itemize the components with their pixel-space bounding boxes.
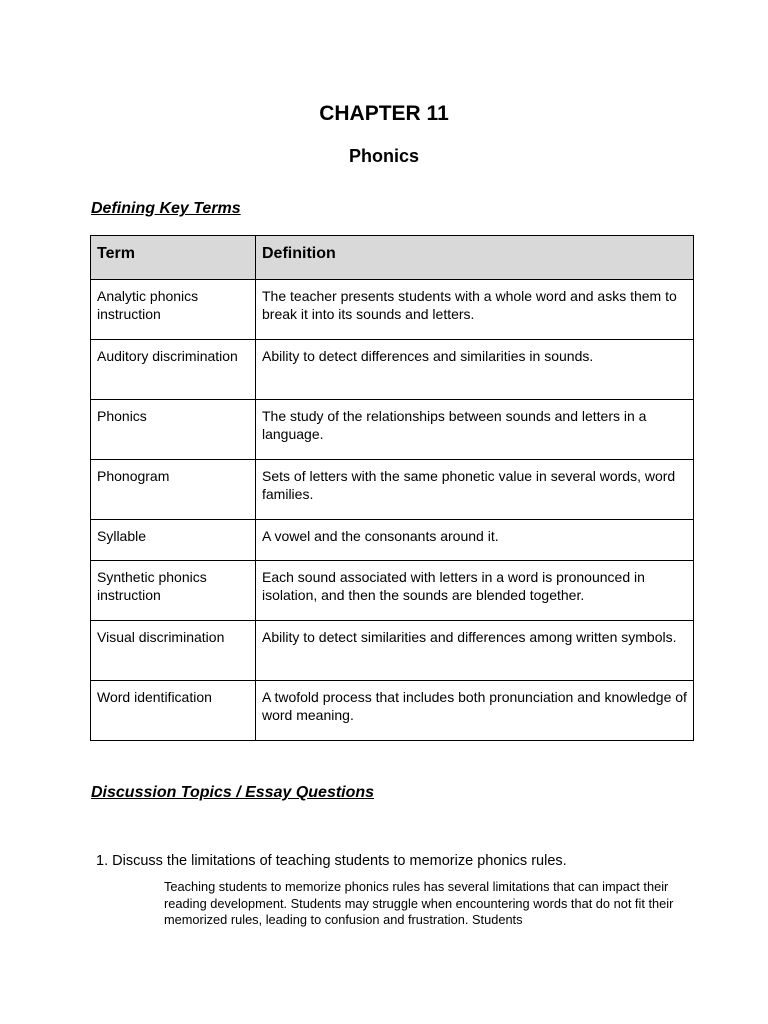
table-header-row	[91, 236, 694, 280]
definition-cell: Ability to detect similarities and differences among written symbols.	[256, 621, 694, 681]
table-row	[91, 340, 694, 400]
table-row	[91, 681, 694, 741]
column-header-term: Term	[91, 236, 256, 280]
term-cell: Syllable	[91, 520, 256, 561]
definition-cell: The study of the relationships between sounds and letters in a language.	[256, 400, 694, 460]
discussion-question	[96, 852, 567, 870]
discussion-heading: Discussion Topics / Essay Questions	[91, 784, 375, 801]
key-terms-heading: Defining Key Terms	[91, 200, 241, 217]
table-row	[91, 280, 694, 340]
question-text: Discuss the limitations of teaching students to memorize phonics rules.	[112, 853, 567, 869]
term-cell: Synthetic phonics instruction	[91, 561, 256, 621]
chapter-subtitle: Phonics	[348, 146, 419, 166]
table-row	[91, 520, 694, 561]
term-cell: Phonics	[91, 400, 256, 460]
question-answer: Teaching students to memorize phonics rules has several limitations that can impact their reading development. Students may struggle when encountering words that do not fit their memorized rules, leading to confusion and frustration. Students	[164, 879, 674, 927]
definition-cell: A twofold process that includes both pronunciation and knowledge of word meaning.	[256, 681, 694, 741]
definition-cell: A vowel and the consonants around it.	[256, 520, 694, 561]
column-header-definition: Definition	[256, 236, 694, 280]
term-cell: Auditory discrimination	[91, 340, 256, 400]
table-row	[91, 561, 694, 621]
key-terms-table	[90, 235, 694, 741]
table-row	[91, 460, 694, 520]
definition-cell: Ability to detect differences and similarities in sounds.	[256, 340, 694, 400]
definition-cell: Each sound associated with letters in a word is pronounced in isolation, and then the sounds are blended together.	[256, 561, 694, 621]
table-row	[91, 400, 694, 460]
definition-cell: The teacher presents students with a whole word and asks them to break it into its sounds and letters.	[256, 280, 694, 340]
term-cell: Analytic phonics instruction	[91, 280, 256, 340]
term-cell: Phonogram	[91, 460, 256, 520]
term-cell: Visual discrimination	[91, 621, 256, 681]
chapter-title: CHAPTER 11	[319, 102, 449, 125]
term-cell: Word identification	[91, 681, 256, 741]
table-row	[91, 621, 694, 681]
question-number: 1.	[96, 853, 109, 869]
definition-cell: Sets of letters with the same phonetic value in several words, word families.	[256, 460, 694, 520]
